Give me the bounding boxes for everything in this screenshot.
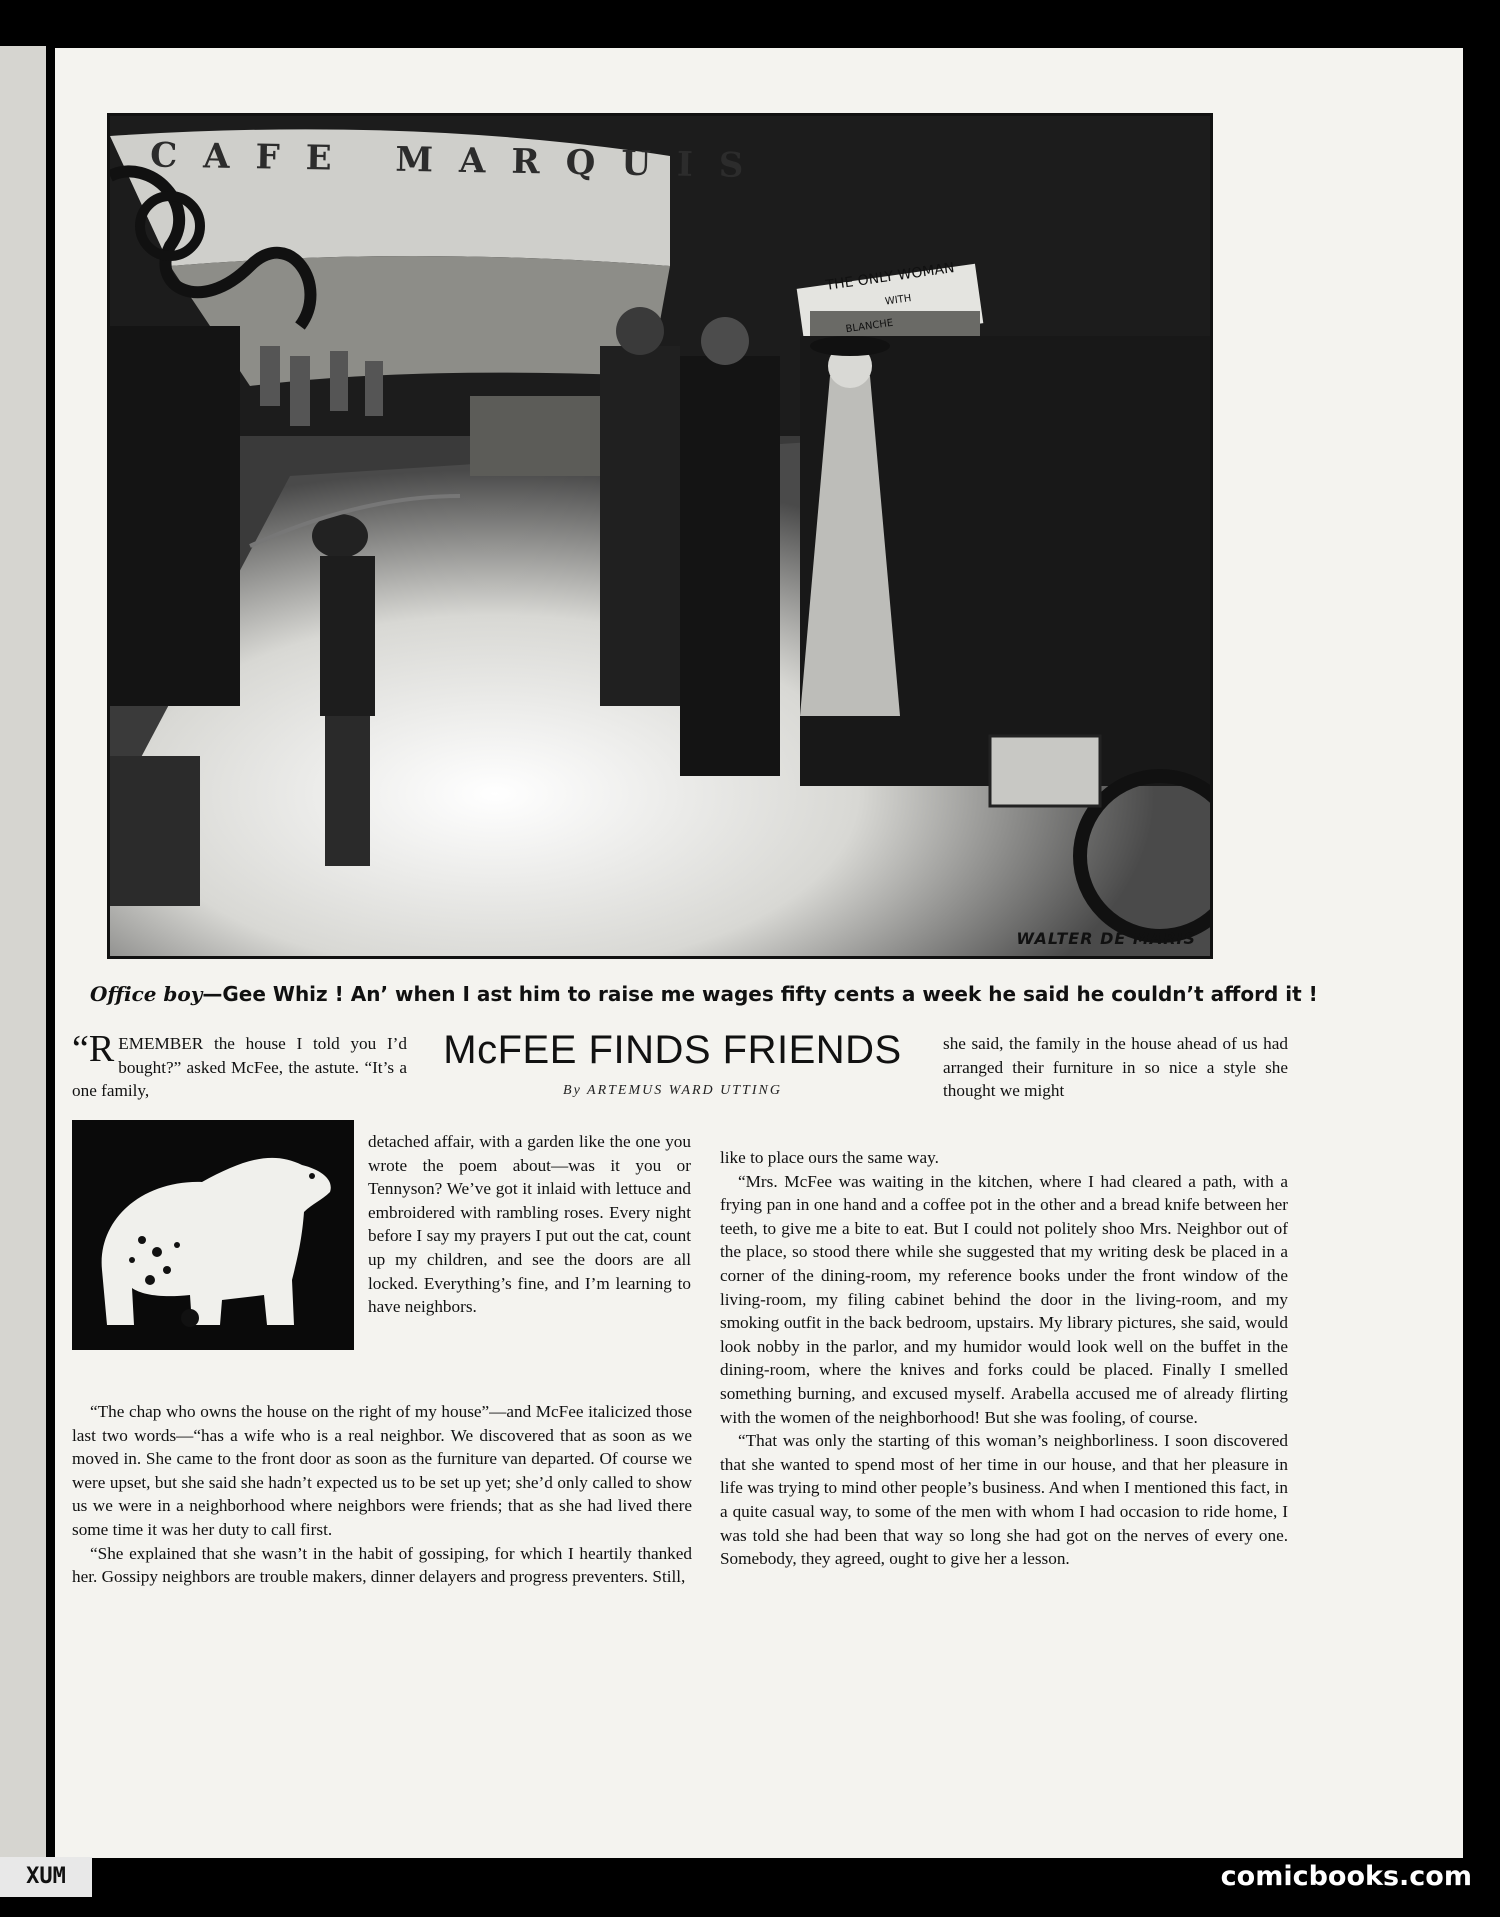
paragraph: “That was only the starting of this woman’s neighborliness. I soon discovered that she wanted to spend most of her time in our house, and that her pleasure in life was trying to mind other people’s business. And when I mentioned this fact, in a quite casual way, to some of the men with whom I had occasion to ride home, I was told she had been that way so long she had got on the nerves of every one. Somebody, they agreed, ought to give her a lesson. [720, 1431, 1288, 1569]
paragraph: detached affair, with a garden like the one you wrote the poem about—was it you or Tennyson? We’ve got it inlaid with lettuce and embroidered with rambling roses. Every night before I say my prayers I put out the cat, count up my children, and see the doors are all locked. Everything’s fine, and I’m learning to have neighbors. [368, 1132, 691, 1317]
paragraph: “The chap who owns the house on the right of my house”—and McFee italicized those last two words—“has a wife who is a real neighbor. We discovered that as soon as we moved in. She came to the front door as soon as the furniture van departed. Of course we were upset, but she said she hadn’t expected us to be set up yet; she’d only called to show us we were in a neighborhood where neighbors were friends; that as she had lived there some time it was her duty to call first. [72, 1402, 692, 1539]
illustration-caption [90, 982, 1318, 1006]
facing-page-edge [0, 46, 49, 1866]
caption-text: —Gee Whiz ! An’ when I ast him to raise me wages fifty cents a week he said he couldn’t afford it ! [202, 982, 1318, 1006]
drop-cap: “R [72, 1028, 115, 1070]
cafe-sign: CAFE MARQUIS [149, 135, 770, 187]
polar-bear-ornament [72, 1120, 354, 1350]
paragraph: “She explained that she wasn’t in the habit of gossiping, for which I heartily thanked her. Gossipy neighbors are trouble makers, dinner delayers and progress preventers. Still, [72, 1543, 692, 1587]
column-two-body [720, 1146, 1288, 1571]
column-one-opening [72, 1028, 407, 1103]
paragraph: she said, the family in the house ahead of us had arranged their furniture in so nice a style she thought we might [943, 1034, 1288, 1101]
column-one-beside-ornament [368, 1130, 691, 1319]
xum-watermark: XUM [0, 1857, 92, 1897]
paragraph: like to place ours the same way. [720, 1148, 939, 1167]
theatre-sign-line2: WITH [884, 293, 913, 308]
column-one-continued [72, 1400, 692, 1589]
theatre-sign-line3: BLANCHE [845, 317, 894, 336]
street-scene-illustration [107, 113, 1213, 959]
theatre-sign-line1: THE ONLY WOMAN [824, 260, 956, 294]
article-title: McFEE FINDS FRIENDS [443, 1028, 902, 1072]
article-byline: By ARTEMUS WARD UTTING [563, 1083, 782, 1098]
site-watermark: comicbooks.com [1220, 1861, 1472, 1892]
artist-signature: WALTER DE MARIS [1016, 929, 1196, 948]
caption-speaker: Office boy [90, 982, 203, 1006]
paragraph: “Mrs. McFee was waiting in the kitchen, where I had cleared a path, with a frying pan in one hand and a coffee pot in the other and a bread knife between her teeth, to give me a bite to eat. But I could not politely shoo Mrs. Neighbor out of the place, so stood there while she suggested that my writing desk be placed in a corner of the dining-room, my reference books under the front window of the living-room, my filing cabinet behind the door in the living-room, and my smoking outfit in the back bedroom, upstairs. My library pictures, she said, would look nobby in the parlor, and my humidor would look well on the buffet in the dining-room, where the knives and forks could be placed. Finally I smelled something burning, and excused myself. Arabella accused me of already flirting with the women of the neighborhood! But she was fooling, of course. [720, 1171, 1288, 1427]
polar-bear-icon [72, 1120, 354, 1350]
column-three-opening [943, 1032, 1288, 1103]
opening-text: EMEMBER the house I told you I’d bought?” asked McFee, the astute. “It’s a one family, [72, 1034, 407, 1101]
illustration-drawing [110, 116, 1210, 956]
